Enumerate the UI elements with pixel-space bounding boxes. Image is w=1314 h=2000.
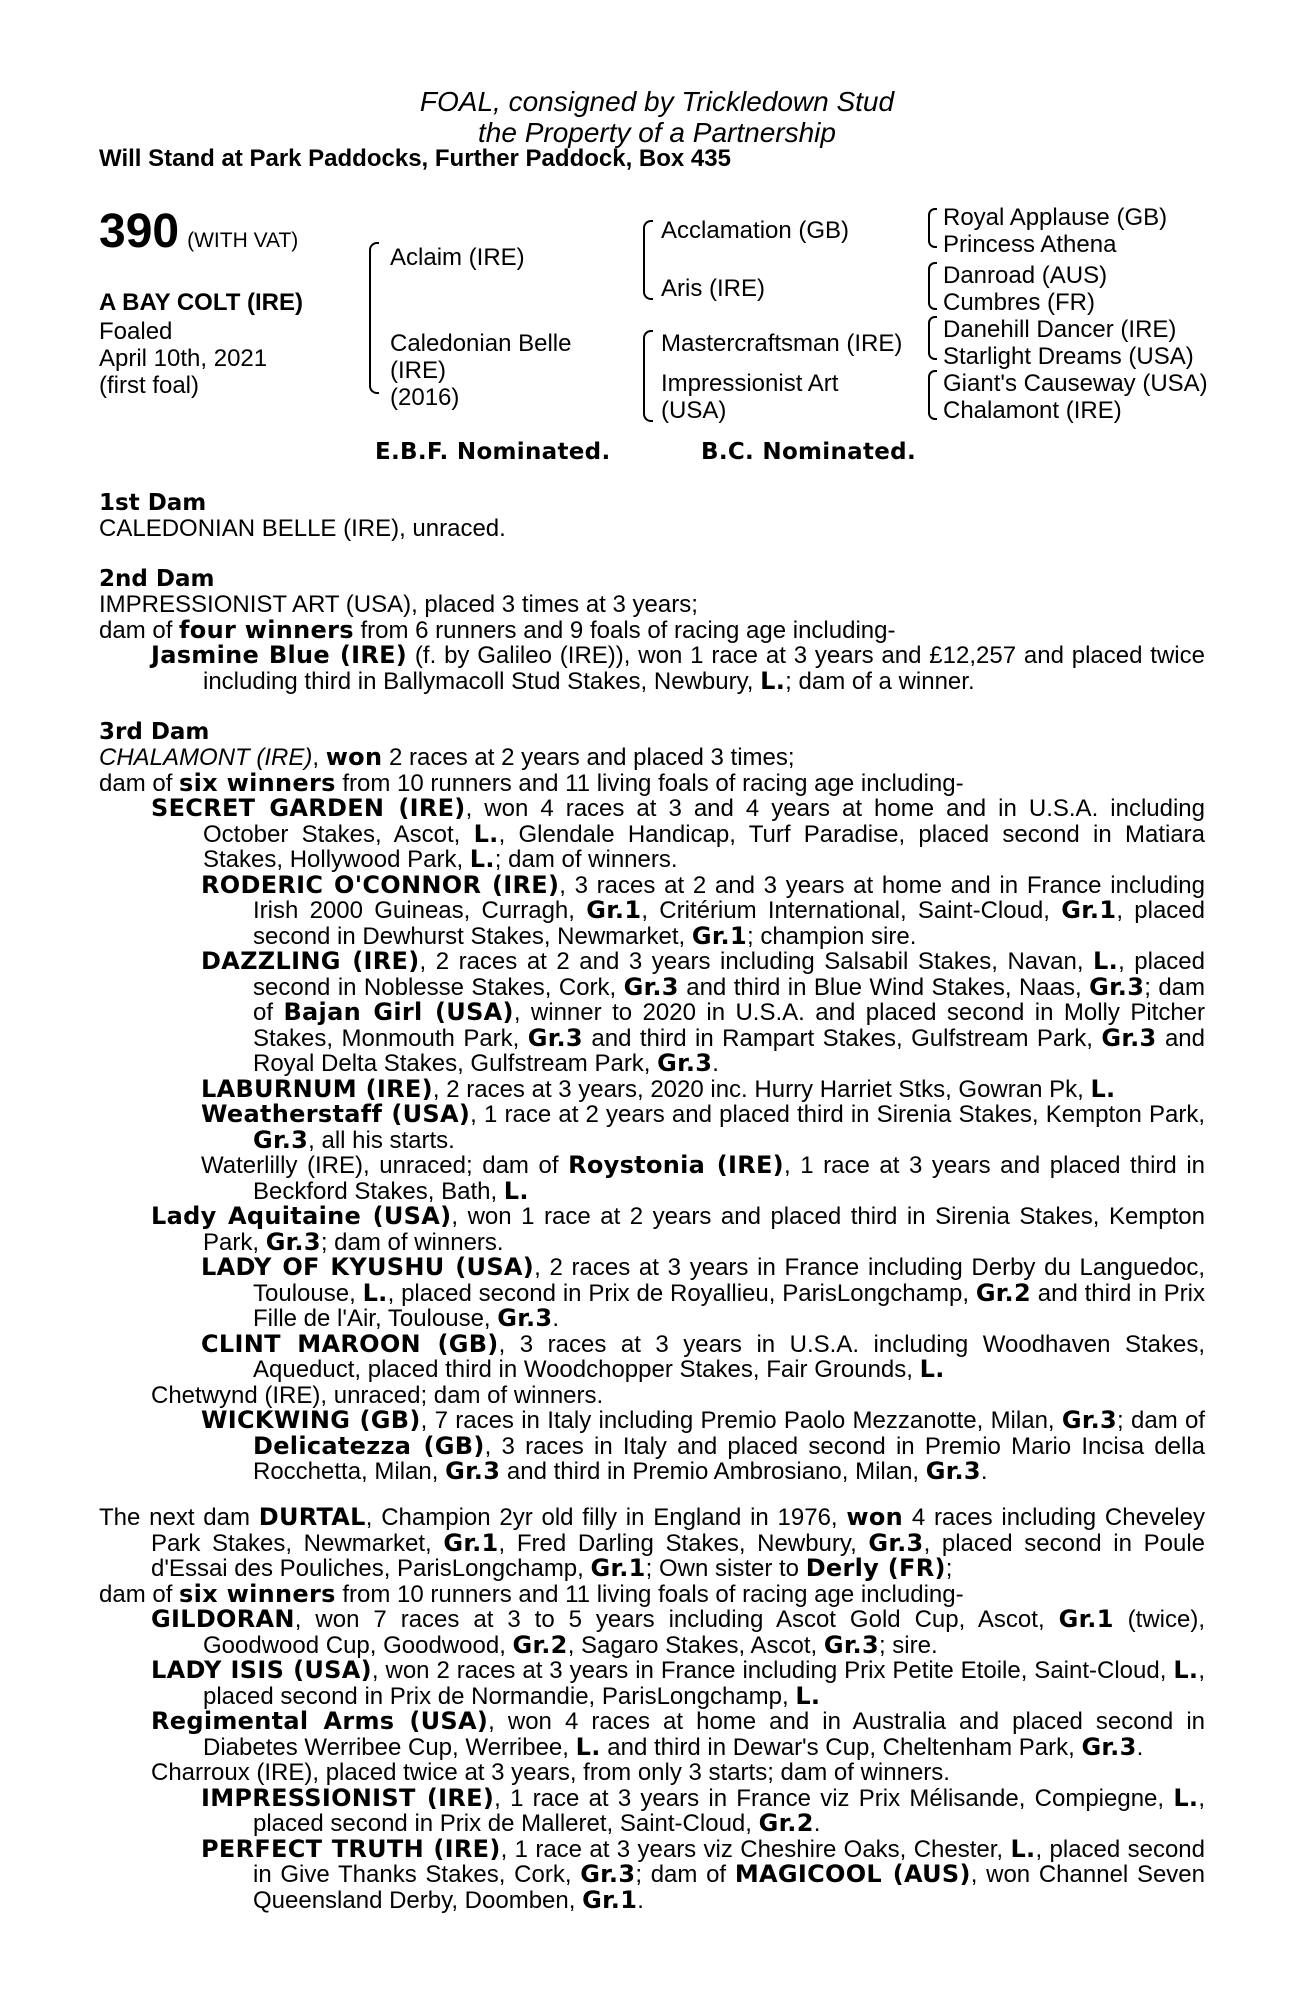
lot-number: 390 (WITH VAT): [99, 205, 299, 258]
dam-dam-country: (USA): [661, 397, 727, 424]
pedigree-brace-dd: [928, 370, 937, 420]
pedigree-brace-ss: [928, 208, 937, 248]
dam-sire: Mastercraftsman (IRE): [661, 330, 903, 357]
ggs-3: Danehill Dancer (IRE): [943, 316, 1177, 343]
offspring-lady-aquitaine: Lady Aquitaine (USA), won 1 race at 2 years and placed third in Sirenia Stakes, Kempton Park, Gr.3; dam of winners.: [151, 1202, 1206, 1256]
next-dam-record: dam of six winners from 10 runners and 11 living foals of racing age including-: [99, 1579, 964, 1608]
next-dam-durtal: The next dam DURTAL, Champion 2yr old filly in England in 1976, won 4 races including Cheveley Park Stakes, Newmarket, Gr.1, Fred Darling Stakes, Newbury, Gr.3, placed second in Poule d'Essai des Pouliches, ParisLongchamp, Gr.1; Own sister to Derly (FR);: [99, 1503, 1205, 1582]
second-dam-section: [99, 566, 1205, 694]
first-dam-text: CALEDONIAN BELLE (IRE), unraced.: [99, 515, 506, 542]
offspring-secret-garden: SECRET GARDEN (IRE), won 4 races at 3 and 4 years at home and in U.S.A. including October Stakes, Ascot, L., Glendale Handicap, Turf Paradise, placed second in Matiara Stakes, Hollywood Park, L.; dam of winners.: [151, 794, 1206, 873]
pedigree-brace-sd: [928, 262, 937, 310]
bc-nominated: B.C. Nominated.: [701, 439, 916, 465]
ggd-3: Starlight Dreams (USA): [943, 343, 1194, 370]
offspring-impressionist: IMPRESSIONIST (IRE), 1 race at 3 years in France viz Prix Mélisande, Compiegne, L., placed second in Prix de Malleret, Saint-Cloud, Gr.2.: [201, 1783, 1206, 1837]
pedigree-brace-main: [369, 242, 379, 394]
ggd-2: Cumbres (FR): [943, 289, 1096, 316]
stand-location: Will Stand at Park Paddocks, Further Paddock, Box 435: [99, 145, 731, 172]
dam-name: Caledonian Belle: [390, 330, 572, 357]
dam-country: (IRE): [390, 357, 446, 384]
offspring-charroux: Charroux (IRE), placed twice at 3 years, from only 3 starts; dam of winners.: [151, 1759, 950, 1786]
offspring-jasmine-blue: Jasmine Blue (IRE) (f. by Galileo (IRE)), won 1 race at 3 years and £12,257 and placed twice including third in Ballymacoll Stud Stakes, Newbury, L.; dam of a winner.: [151, 641, 1205, 695]
foaled-date: April 10th, 2021: [99, 345, 268, 372]
ebf-nominated: E.B.F. Nominated.: [375, 439, 611, 465]
foaled-label: Foaled: [99, 318, 173, 345]
dam-year: (2016): [390, 384, 460, 411]
second-dam-line1: IMPRESSIONIST ART (USA), placed 3 times at 3 years;: [99, 591, 698, 618]
property-line: the Property of a Partnership: [478, 117, 836, 148]
first-dam-section: [99, 490, 1205, 542]
consignor-line: FOAL, consigned by Trickledown Stud: [419, 86, 895, 117]
offspring-gildoran: GILDORAN, won 7 races at 3 to 5 years including Ascot Gold Cup, Ascot, Gr.1 (twice), Goodwood Cup, Goodwood, Gr.2, Sagaro Stakes, Ascot, Gr.3; sire.: [151, 1605, 1206, 1659]
vat-note: (WITH VAT): [187, 229, 299, 252]
next-dam-section: [99, 1505, 1205, 1913]
foal-note: (first foal): [99, 372, 200, 399]
horse-name: A BAY COLT (IRE): [99, 289, 304, 316]
ggs-2: Danroad (AUS): [943, 262, 1108, 289]
first-dam-heading: 1st Dam: [99, 490, 207, 516]
ggd-1: Princess Athena: [943, 231, 1117, 258]
pedigree-brace-ds: [928, 316, 937, 360]
second-dam-heading: 2nd Dam: [99, 566, 215, 592]
dam-dam: Impressionist Art: [661, 370, 839, 397]
third-dam-line2: dam of six winners from 10 runners and 11 living foals of racing age including-: [99, 768, 964, 797]
offspring-roderic-oconnor: RODERIC O'CONNOR (IRE), 3 races at 2 and 3 years at home and in France including Irish 2000 Guineas, Curragh, Gr.1, Critérium International, Saint-Cloud, Gr.1, placed second in Dewhurst Stakes, Newmarket, Gr.1; champion sire.: [201, 870, 1206, 950]
second-dam-line2: dam of four winners from 6 runners and 9 foals of racing age including-: [99, 615, 896, 644]
ggs-1: Royal Applause (GB): [943, 204, 1168, 231]
third-dam-section: [99, 719, 1205, 1485]
pedigree-brace-dam: [643, 330, 653, 422]
third-dam-line1: CHALAMONT (IRE), won 2 races at 2 years and placed 3 times;: [99, 743, 795, 771]
sire-dam: Aris (IRE): [661, 275, 765, 302]
offspring-dazzling: DAZZLING (IRE), 2 races at 2 and 3 years including Salsabil Stakes, Navan, L., placed second in Noblesse Stakes, Cork, Gr.3 and third in Blue Wind Stakes, Naas, Gr.3; dam of Bajan Girl (USA), winner to 2020 in U.S.A. and placed second in Molly Pitcher Stakes, Monmouth Park, Gr.3 and third in Rampart Stakes, Gulfstream Park, Gr.3 and Royal Delta Stakes, Gulfstream Park, Gr.3.: [201, 947, 1206, 1077]
offspring-perfect-truth: PERFECT TRUTH (IRE), 1 race at 3 years viz Cheshire Oaks, Chester, L., placed second in Give Thanks Stakes, Cork, Gr.3; dam of MAGICOOL (AUS), won Channel Seven Queensland Derby, Doomben, Gr.1.: [201, 1834, 1206, 1914]
offspring-clint-maroon: CLINT MAROON (GB), 3 races at 3 years in U.S.A. including Woodhaven Stakes, Aqueduct, placed third in Woodchopper Stakes, Fair Grounds, L.: [201, 1329, 1205, 1383]
ggs-4: Giant's Causeway (USA): [943, 370, 1208, 397]
ggd-4: Chalamont (IRE): [943, 397, 1122, 424]
offspring-regimental-arms: Regimental Arms (USA), won 4 races at home and in Australia and placed second in Diabetes Werribee Cup, Werribee, L. and third in Dewar's Cup, Cheltenham Park, Gr.3.: [151, 1707, 1205, 1761]
offspring-weatherstaff: Weatherstaff (USA), 1 race at 2 years and placed third in Sirenia Stakes, Kempton Park, Gr.3, all his starts.: [201, 1100, 1206, 1154]
sire-name: Aclaim (IRE): [390, 244, 525, 271]
offspring-waterlilly: Waterlilly (IRE), unraced; dam of Roystonia (IRE), 1 race at 3 years and placed third in Beckford Stakes, Bath, L.: [201, 1151, 1205, 1205]
offspring-laburnum: LABURNUM (IRE), 2 races at 3 years, 2020 inc. Hurry Harriet Stks, Gowran Pk, L.: [201, 1074, 1116, 1103]
offspring-wickwing: WICKWING (GB), 7 races in Italy including Premio Paolo Mezzanotte, Milan, Gr.3; dam of Delicatezza (GB), 3 races in Italy and placed second in Premio Mario Incisa della Rocchetta, Milan, Gr.3 and third in Premio Ambrosiano, Milan, Gr.3.: [201, 1406, 1205, 1485]
offspring-lady-of-kyushu: LADY OF KYUSHU (USA), 2 races at 3 years in France including Derby du Languedoc, Toulouse, L., placed second in Prix de Royallieu, ParisLongchamp, Gr.2 and third in Prix Fille de l'Air, Toulouse, Gr.3.: [201, 1253, 1206, 1332]
sire-sire: Acclamation (GB): [661, 217, 850, 244]
pedigree-brace-sire: [643, 220, 653, 300]
offspring-chetwynd: Chetwynd (IRE), unraced; dam of winners.: [151, 1381, 604, 1409]
third-dam-heading: 3rd Dam: [99, 719, 210, 745]
offspring-lady-isis: LADY ISIS (USA), won 2 races at 3 years in France including Prix Petite Etoile, Saint-Cloud, L., placed second in Prix de Normandie, ParisLongchamp, L.: [151, 1656, 1206, 1710]
